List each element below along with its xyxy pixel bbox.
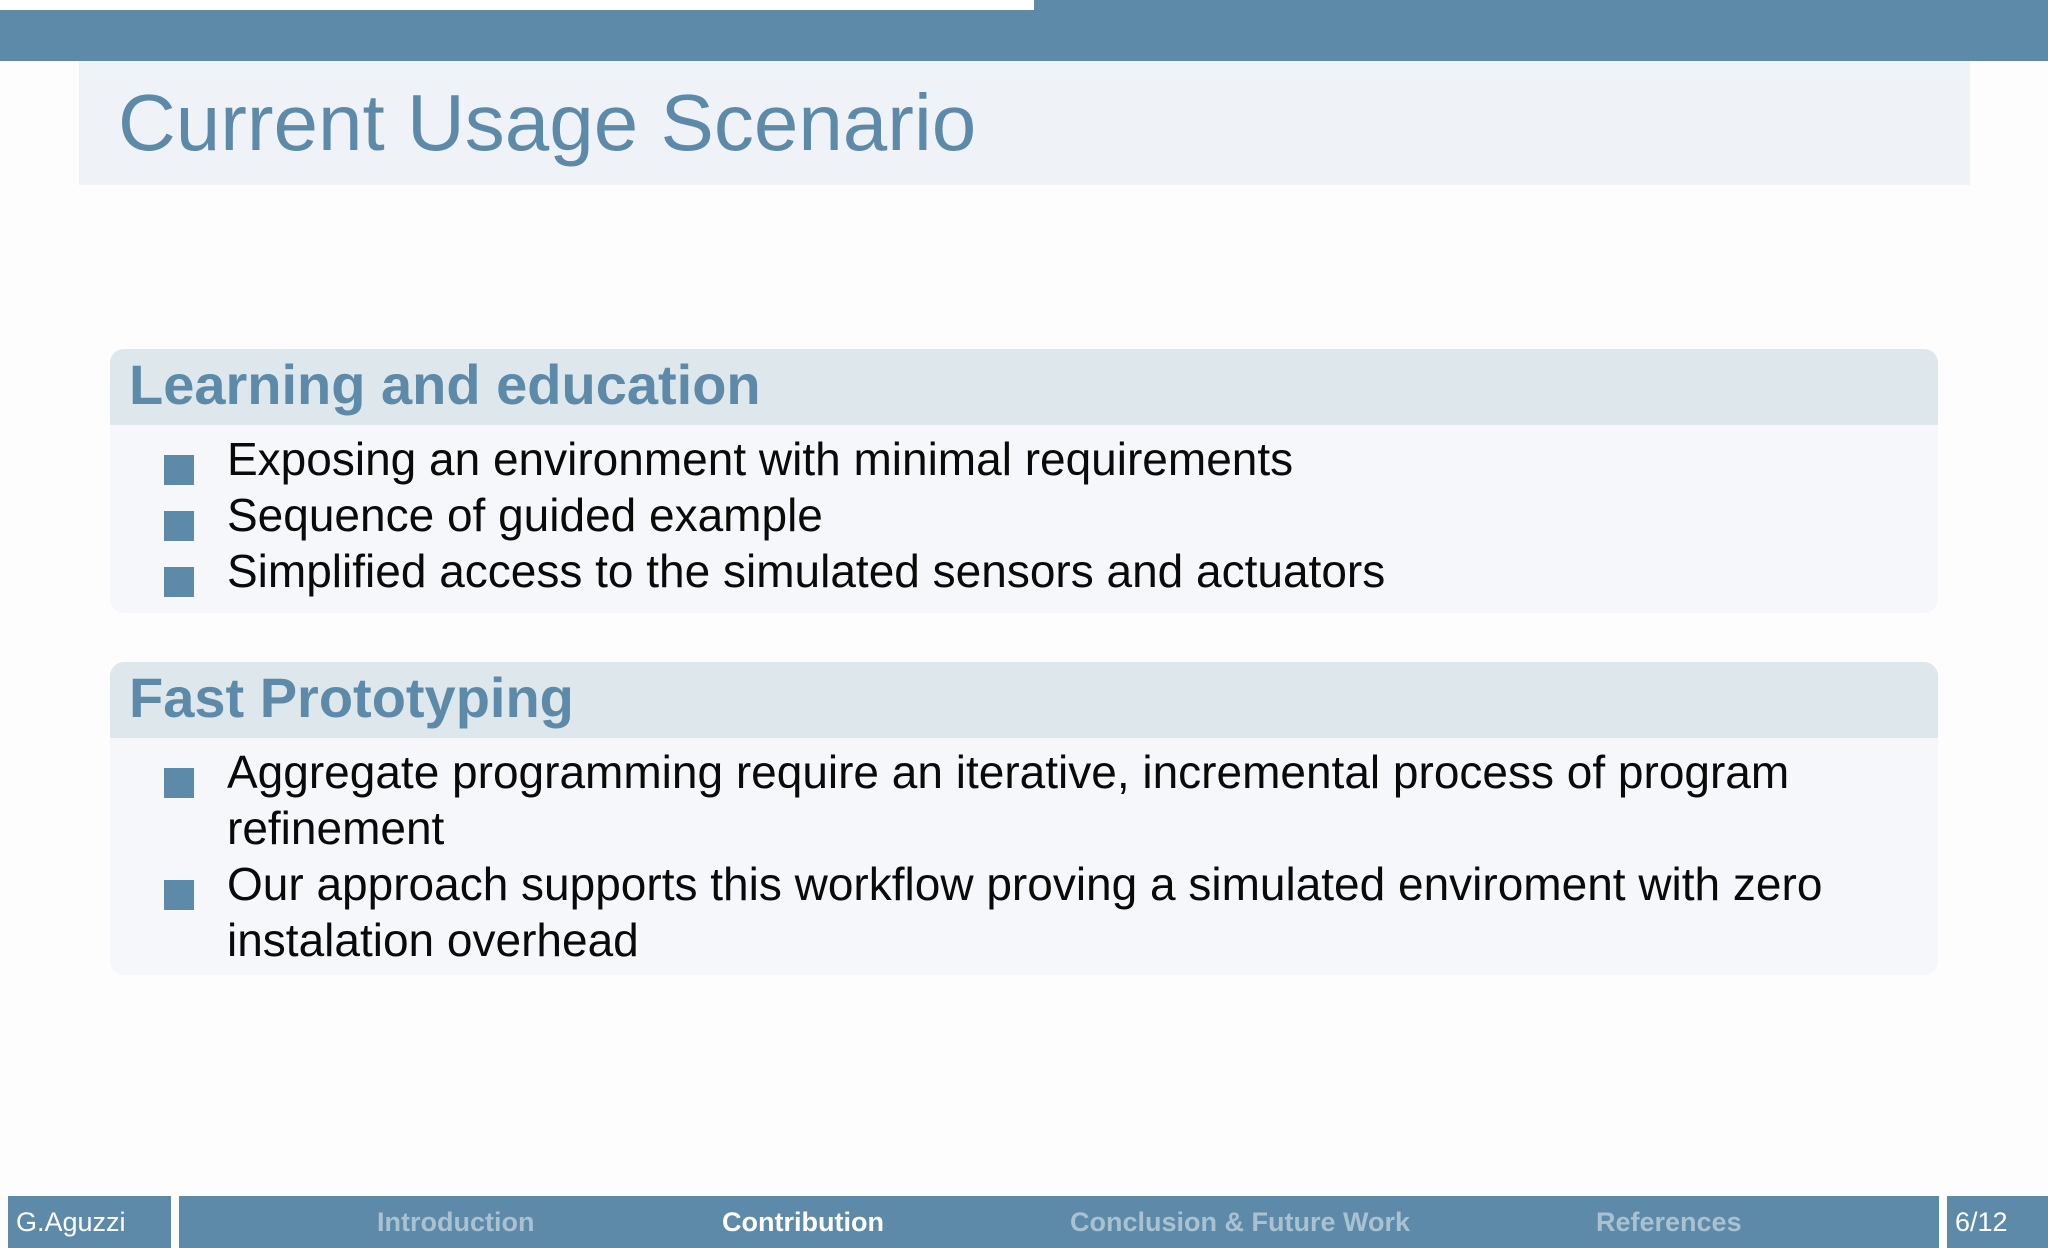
list-item-text: Simplified access to the simulated sensors and actuators bbox=[227, 545, 1386, 597]
square-bullet-icon bbox=[164, 511, 194, 541]
nav-references[interactable]: References bbox=[1596, 1207, 1742, 1237]
square-bullet-icon bbox=[164, 455, 194, 485]
list-item bbox=[110, 487, 1938, 543]
list-item-text: Our approach supports this workflow proving a simulated enviroment with zero instalation overhead bbox=[227, 858, 1823, 966]
nav-contribution[interactable]: Contribution bbox=[722, 1207, 884, 1237]
list-item bbox=[110, 431, 1938, 487]
bullet-list bbox=[110, 738, 1938, 968]
list-item bbox=[110, 543, 1938, 599]
block-header bbox=[110, 349, 1938, 425]
nav-conclusion-future-work[interactable]: Conclusion & Future Work bbox=[1070, 1207, 1411, 1237]
list-item-text: Exposing an environment with minimal requirements bbox=[227, 433, 1294, 485]
block-header bbox=[110, 662, 1938, 738]
footer-section-nav bbox=[179, 1196, 1939, 1248]
block-learning-and-education bbox=[110, 349, 1938, 613]
block-fast-prototyping bbox=[110, 662, 1938, 975]
title-band bbox=[79, 61, 1970, 185]
footer-author: G.Aguzzi bbox=[8, 1196, 171, 1248]
list-item bbox=[110, 856, 1938, 968]
square-bullet-icon bbox=[164, 880, 194, 910]
top-header-bar bbox=[0, 0, 2048, 61]
list-item-text: Sequence of guided example bbox=[227, 489, 823, 541]
slide-title: Current Usage Scenario bbox=[118, 78, 977, 167]
block-heading: Learning and education bbox=[129, 353, 761, 416]
nav-introduction[interactable]: Introduction bbox=[377, 1207, 535, 1237]
bullet-list bbox=[110, 425, 1938, 599]
list-item bbox=[110, 744, 1938, 856]
list-item-text: Aggregate programming require an iterative, incremental process of program refinement bbox=[227, 746, 1790, 854]
slide-progress-bar bbox=[0, 0, 1034, 10]
square-bullet-icon bbox=[164, 567, 194, 597]
block-heading: Fast Prototyping bbox=[129, 666, 574, 729]
page-number: 6/12 bbox=[1947, 1196, 2048, 1248]
square-bullet-icon bbox=[164, 768, 194, 798]
footer-bar bbox=[0, 1196, 2048, 1248]
